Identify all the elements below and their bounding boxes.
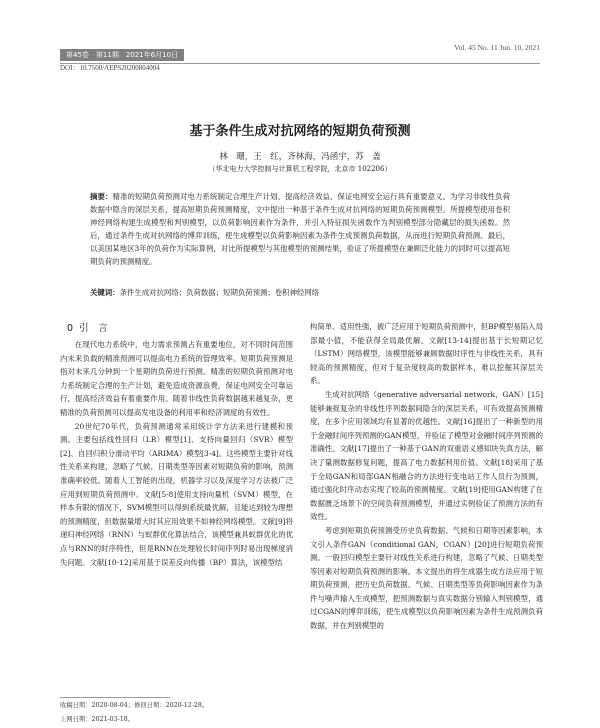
body-column-right [310,320,543,633]
abstract-label: 摘要： [90,192,113,201]
section-title: 引 言 [79,323,108,334]
journal-header-right: Vol. 45 No. 11 Jun. 10, 2021 [454,43,540,52]
affiliation: （华北电力大学控制与计算机工程学院，北京市 102206） [208,165,392,173]
paragraph: 20世纪70年代，负荷预测通常采用统计学方法来进行建模和预测。主要包括线性回归（LR）模型[1]、支持向量回归（SVR）模型[2]、自回归积分滑动平均（ARIMA）模型[3-4]。这些模型主要针对线性关系来构建，忽略了气候、日期类型等因素对短期负荷的影响，预测准确率较低。随着人工智能的出现，机器学习以及深度学习方法被广泛应用到短期负荷预测中。文献[5-8]使用支持向量机（SVM）模型，在样本有限的情况下，SVM模型可以得到系统最优解，且能达到较为理想的预测精度，但数据量增大时其应用效果不如神经网络模型。文献[9]将递归神经网络（RNN）与蚁群优化算法结合，该模型兼具蚁群优化的优点与RNN的时序特性，但是RNN在处理较长时间序列时易出现梯度消失问题。文献[10-12]采用基于误差反向传播（BP）算法，该模型结 [60,421,293,567]
header-divider [60,63,540,64]
paper-title: 基于条件生成对抗网络的短期负荷预测 [189,124,411,139]
keywords-text: 条件生成对抗网络；负荷数据；短期负荷预测；卷积神经网络 [119,288,320,297]
keywords-label: 关键词： [90,288,120,297]
journal-header-left [60,42,184,73]
body-column-left [60,338,293,569]
abstract-text: 精准的短期负荷预测对电力系统制定合理生产计划、提高经济效益、保证电网安全运行具有重要意义。为学习非线性负荷数据中隐含的深层关系，提高短期负荷预测精度，文中提出一种基于条件生成对抗网络的短期负荷预测模型。所提模型使用卷积神经网络构建生成模型和判别模型，以负荷影响因素作为条件，并引入特征损失函数作为判别模型部分隐藏层的损失函数。然后，通过条件生成对抗网络的博弈训练，使生成模型以负荷影响因素为条件生成预测负荷数据，从而进行短期负荷预测。最后，以美国某地区3年的负荷作为实际算例，对比所提模型与其他模型的预测结果，验证了所提模型在兼顾泛化能力的同时可以提高短期负荷的预测精度。 [90,192,510,266]
paragraph: 在现代电力系统中，电力需求预测占有重要地位，对不同时间范围内未来负载的精准预测可以提高电力系统的管理效率。短期负荷预测是指对未来几分钟到一个星期的负荷进行预测。精准的短期负荷预测对电力系统制定合理的生产计划，避免造成资源浪费，保证电网安全可靠运行，提高经济效益有着重要作用。随着非线性负荷数据越来越复杂，更精准的负荷预测可以提高发电设备的利用率和经济调度的有效性。 [60,340,293,417]
volume-issue-date: 第45卷 第11期 2021年6月10日 [60,49,184,61]
footnote-received-date: 收稿日期：2020-08-04；修回日期：2020-12-28。 [60,702,209,709]
footnote-online-date: 上网日期：2021-03-18。 [60,716,135,723]
paragraph: 生成对抗网络（generative adversarial network，GAN）[15]能够兼捉复杂的非线性序列数据间隐含的深层关系，可有效提高预测精度，在多个应用领域均有显著的优越性。文献[16]提出了一种新型的用于金融时间序列预测的GAN模型，并验证了模型对金融时间序列预测的准确性。文献[17]提出了一种基于GAN的双重语义感知块失真方法，解决了量测数据修复问题，提高了电力数据利用价值。文献[18]采用了基于全局GAN和局部GAN相融合的方法进行变电站工作人员行为预测，通过强化时序动态实现了较高的预测精度。文献[19]使用GAN构建了在数据匮乏场景下的空间负荷预测模型，并通过实例验证了预测方法的有效性。 [310,389,543,522]
section-number: 0 [67,323,74,334]
keywords [90,287,510,298]
footnote-divider [60,697,170,698]
abstract [90,190,510,268]
author-list: 林 珊，王 红，齐林海，冯函宇，苏 盖 [219,152,381,162]
section-heading-introduction [67,320,108,334]
paragraph: 考虑到短期负荷预测受历史负荷数据、气候和日期等因素影响，本文引入条件GAN（conditional GAN，CGAN）[20]进行短期负荷预测。一般回归模型主要针对线性关系进行构建，忽略了气候、日期类型等因素对短期负荷预测的影响。本文提出的将生成器生成方法应用于短期负荷预测，把历史负荷数据、气候、日期类型等负荷影响因素作为条件与噪声输入生成模型，把预测数据与真实数据分别输入判别模型，通过CGAN的博弈训练，使生成模型以负荷影响因素为条件生成预测负荷数据，并在判别模型的 [310,525,543,631]
paragraph: 构简单、适用性强，被广泛应用于短期负荷预测中，但BP模型易陷入局部最小值，不能获得全局最优解。文献[13-14]提出基于长短期记忆（LSTM）网络模型，该模型能够兼顾数据时序性与非线性关系，具有较高的预测精度，但对于复杂度较高的数据样本，难以挖掘其深层关系。 [310,322,543,386]
doi[interactable]: DOI：10.7500/AEPS20200804004 [60,64,160,72]
